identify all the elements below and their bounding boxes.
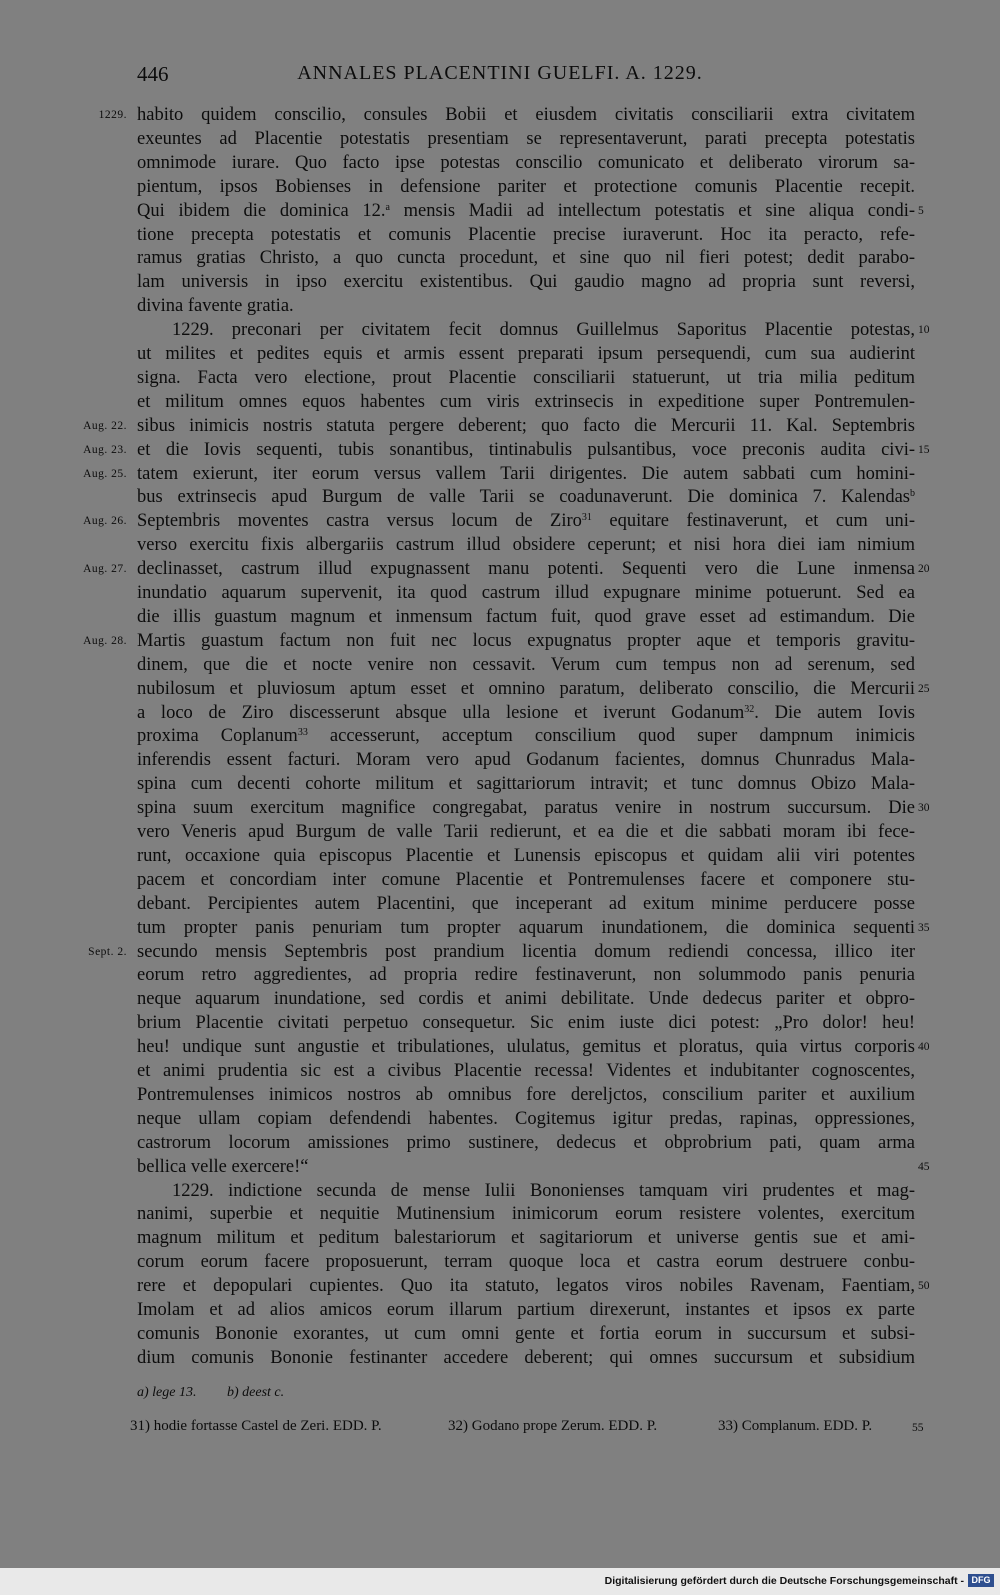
dfg-logo: DFG [968,1574,994,1587]
margin-date: Aug. 23. [83,444,127,456]
text-segment: divina favente gratia. [137,296,294,316]
text-segment: verso exercitu fixis albergariis castrum illud obsidere ceperunt; et nisi hora diei iam nimium [137,535,915,555]
text-line [137,892,915,916]
text-line [137,223,915,247]
text-segment: nubilosum et pluviosum aptum esset et omnino paratum, deliberato conscilio, die Mercurii [137,679,915,699]
text-segment: proxima Coplanum [137,726,298,746]
text-segment: corum eorum facere proposuerunt, terram quoque loca et castra eorum destruere conbu- [137,1252,915,1272]
running-title: ANNALES PLACENTINI GUELFI. A. 1229. [297,62,703,84]
line-number: 45 [918,1161,930,1173]
text-segment: tatem exierunt, iter eorum versus vallem Tarii dirigentes. Die autem sabbati cum homini- [137,464,915,484]
text-segment: spina suum exercitum magnifice congregabat, paratus venire in nostrum succursum. Die [137,798,915,818]
text-segment: et militum omnes equos habentes cum viris extrinsecis in expeditione super Pontremulen- [137,392,915,412]
text-line [137,533,915,557]
footnote-marker: 33 [297,727,308,738]
text-line [137,175,915,199]
text-line [137,103,915,127]
text-segment: heu! undique sunt angustie et tribulationes, ululatus, gemitus et ploratus, quia virtus corporis [137,1037,915,1057]
footnote-marker: 32 [744,704,755,715]
page-number: 446 [137,62,169,86]
text-segment: declinasset, castrum illud expugnassent manu potenti. Sequenti vero die Lune inmensa [137,559,915,579]
text-line [137,151,915,175]
footnote-b [227,1385,284,1401]
text-line [137,724,915,748]
text-line [137,462,915,486]
credit-text: Digitalisierung gefördert durch die Deutsche Forschungsgemeinschaft - [604,1575,964,1587]
text-segment: vero Veneris apud Burgum de valle Tarii redierunt, et ea die et die sabbati moram ibi fece- [137,822,915,842]
line-number: 25 [918,683,930,695]
text-segment: et die Iovis sequenti, tubis sonantibus, tintinabulis pulsantibus, voce preconis audita civi- [137,440,915,460]
text-segment: lam universis in ipso exercitu existentibus. Qui gaudio magno ad propria sunt reversi, [137,272,915,292]
footnote-marker: 31 [581,512,592,523]
text-line [137,557,915,581]
text-line [137,127,915,151]
margin-date: Aug. 27. [83,563,127,575]
text-segment: tum propter panis penuriam tum propter aquarum inundationem, die dominica sequenti [137,918,915,938]
text-segment: Imolam et ad alios amicos eorum illarum partium direxerunt, instantes et ipsos ex parte [137,1300,915,1320]
text-line [137,199,915,223]
line-number: 5 [918,205,924,217]
text-line [137,1274,915,1298]
footnote-b-text: b) deest c. [227,1385,285,1400]
text-segment: secundo mensis Septembris post prandium licentia domum rediendi concessa, illico iter [137,942,915,962]
text-segment: a loco de Ziro discesserunt absque ulla lesione et iverunt Godanum [137,703,745,723]
line-number: 15 [918,444,930,456]
text-segment: . Die autem Iovis [754,703,915,723]
text-line [137,1202,915,1226]
text-line [137,844,915,868]
text-segment: debant. Percipientes autem Placentini, que inceperant ad exitum minime perducere posse [137,894,915,914]
text-segment: dinem, que die et nocte venire non cessavit. Verum cum tempus non ad serenum, sed [137,655,915,675]
line-number: 40 [918,1041,930,1053]
text-segment: ut milites et pedites equis et armis essent preparati ipsum persequendi, cum sua audierint [137,344,915,364]
margin-date: 1229. [98,109,127,121]
text-segment: castrorum locorum amissiones primo sustinere, dedecus et obprobrium pati, quam arma [137,1133,915,1153]
line-number: 20 [918,563,930,575]
text-segment: signa. Facta vero electione, prout Placentie consciliarii statuerunt, ut tria milia peditum [137,368,915,388]
text-segment: tione precepta potestatis et comunis Placentie precise iuraverunt. Hoc ita peracto, refe- [137,225,915,245]
text-line [137,342,915,366]
text-line [137,294,915,318]
text-line [172,318,915,342]
text-line [137,414,915,438]
text-segment: ramus gratias Christo, a quo cuncta procedunt, et sine quo nil fieri potest; dedit parabo- [137,248,915,268]
text-segment: inferendis essent facturi. Moram vero apud Godanum facientes, domnus Chunradus Mala- [137,750,915,770]
text-line [137,438,915,462]
footnote-a-text: a) lege 13. [137,1385,197,1400]
text-segment: sibus inimicis nostris statuta pergere deberent; quo facto die Mercurii 11. Kal. Septembris [137,416,915,436]
footnote-a [137,1385,196,1401]
text-segment: inundatio aquarum supervenit, ita quod castrum illud expugnare minime potuerunt. Sed ea [137,583,915,603]
text-segment: equitare festinaverunt, et cum uni- [591,511,915,531]
margin-date: Aug. 26. [83,515,127,527]
text-segment: die illis guastum magnum et inmensum factum fuit, quod grave esset ad estimandum. Die [137,607,915,627]
text-segment: bellica velle exercere!“ [137,1157,309,1177]
text-segment: rere et depopulari cupientes. Quo ita statuto, legatos viros nobiles Ravenam, Faentiam, [137,1276,915,1296]
text-segment: eorum retro aggredientes, ad propria redire festinaverunt, non solummodo panis penuria [137,965,915,985]
text-line [137,916,915,940]
text-segment: Martis guastum factum non fuit nec locus expugnatus propter aque et temporis gravitu- [137,631,915,651]
text-line [137,1083,915,1107]
text-line [137,485,915,509]
margin-date: Aug. 22. [83,420,127,432]
text-line [137,246,915,270]
text-segment: bus extrinsecis apud Burgum de valle Tarii se coadunaverunt. Die dominica 7. Kalendas [137,487,910,507]
text-segment: pientum, ipsos Bobienses in defensione pariter et protectione comunis Placentie recepit. [137,177,915,197]
text-line [137,868,915,892]
text-line [137,772,915,796]
text-segment: Pontremulenses inimicos nostros ab omnibus fore dereljctos, conscilium pariter et auxilium [137,1085,915,1105]
text-segment: pacem et concordiam inter comune Placentie et Pontremulenses facere et componere stu- [137,870,915,890]
text-line [137,677,915,701]
line-number-55: 55 [912,1422,924,1434]
text-segment: omnimode iurare. Quo facto ipse potestas conscilio comunicato et deliberato virorum sa- [137,153,915,173]
text-line [137,963,915,987]
text-line [137,940,915,964]
text-line [137,581,915,605]
text-segment: exeuntes ad Placentie potestatis presentiam se representaverunt, parati precepta potestatis [137,129,915,149]
footnote-33: 33) Complanum. EDD. P. [718,1418,873,1434]
text-line [137,605,915,629]
text-line [137,1322,915,1346]
text-line [137,987,915,1011]
digitization-credit-bar [0,1568,1000,1595]
text-segment: Qui ibidem die dominica 12. [137,201,386,221]
text-line [137,390,915,414]
text-segment: et animi prudentia sic est a civibus Placentie recessa! Videntes et indubitanter cognoscentes, [137,1061,915,1081]
text-line [137,701,915,725]
text-line [137,1226,915,1250]
text-segment: spina cum decenti cohorte militum et sagittariorum intravit; et tunc domnus Obizo Mala- [137,774,915,794]
text-segment: habito quidem conscilio, consules Bobii et eiusdem civitatis consciliarii extra civitatem [137,105,915,125]
text-line [137,1250,915,1274]
text-segment: dium comunis Bononie festinanter accedere deberent; qui omnes succursum et subsidium [137,1348,915,1368]
text-segment: runt, occaxione quia episcopus Placentie et Lunensis episcopus et quidam alii viri potentes [137,846,915,866]
text-segment: Septembris moventes castra versus locum de Ziro [137,511,582,531]
text-segment: neque aquarum inundatione, sed cordis et animi debilitate. Unde dedecus pariter et obpro- [137,989,915,1009]
text-segment: neque ullam copiam defendendi habentes. Cogitemus igitur predas, rapinas, oppressiones, [137,1109,915,1129]
text-line [137,366,915,390]
line-number: 35 [918,922,930,934]
text-segment: brium Placentie civitati perpetuo consequetur. Sic enim iuste dici potest: „Pro dolor! heu! [137,1013,915,1033]
footnote-marker: b [910,488,915,499]
text-line [137,509,915,533]
text-line [137,820,915,844]
text-line [137,629,915,653]
text-line [137,1346,915,1370]
text-segment: nanimi, superbie et nequitie Mutinensium inimicorum eorum resistere volentes, exercitum [137,1204,915,1224]
margin-date: Aug. 28. [83,635,127,647]
line-number: 10 [918,324,930,336]
text-line [137,1131,915,1155]
text-line [137,1011,915,1035]
text-line [137,1035,915,1059]
text-line [172,1179,915,1203]
text-segment: 1229. preconari per civitatem fecit domnus Guillelmus Saporitus Placentie potestas, [172,320,915,340]
text-line [137,1155,915,1179]
text-segment: accesserunt, acceptum conscilium quod super dampnum inimicis [307,726,916,746]
text-segment: mensis Madii ad intellectum potestatis et sine aliqua condi- [389,201,915,221]
margin-date: Aug. 25. [83,468,127,480]
footnote-31: 31) hodie fortasse Castel de Zeri. EDD. P. [130,1418,382,1434]
text-segment: 1229. indictione secunda de mense Iulii Bononienses tamquam viri prudentes et mag- [172,1181,915,1201]
text-line [137,270,915,294]
text-line [137,653,915,677]
line-number: 30 [918,802,930,814]
text-line [137,1059,915,1083]
text-segment: magnum militum et peditum balestariorum et sagitariorum et universe gentis sue et ami- [137,1228,915,1248]
footnote-marker: a [385,202,390,213]
page-header [0,62,1000,92]
text-line [137,796,915,820]
margin-date: Sept. 2. [88,946,127,958]
text-line [137,1107,915,1131]
line-number: 50 [918,1280,930,1292]
text-line [137,1298,915,1322]
text-line [137,748,915,772]
text-segment: comunis Bononie exorantes, ut cum omni gente et fortia eorum in succursum et subsi- [137,1324,915,1344]
footnote-32: 32) Godano prope Zerum. EDD. P. [448,1418,658,1434]
